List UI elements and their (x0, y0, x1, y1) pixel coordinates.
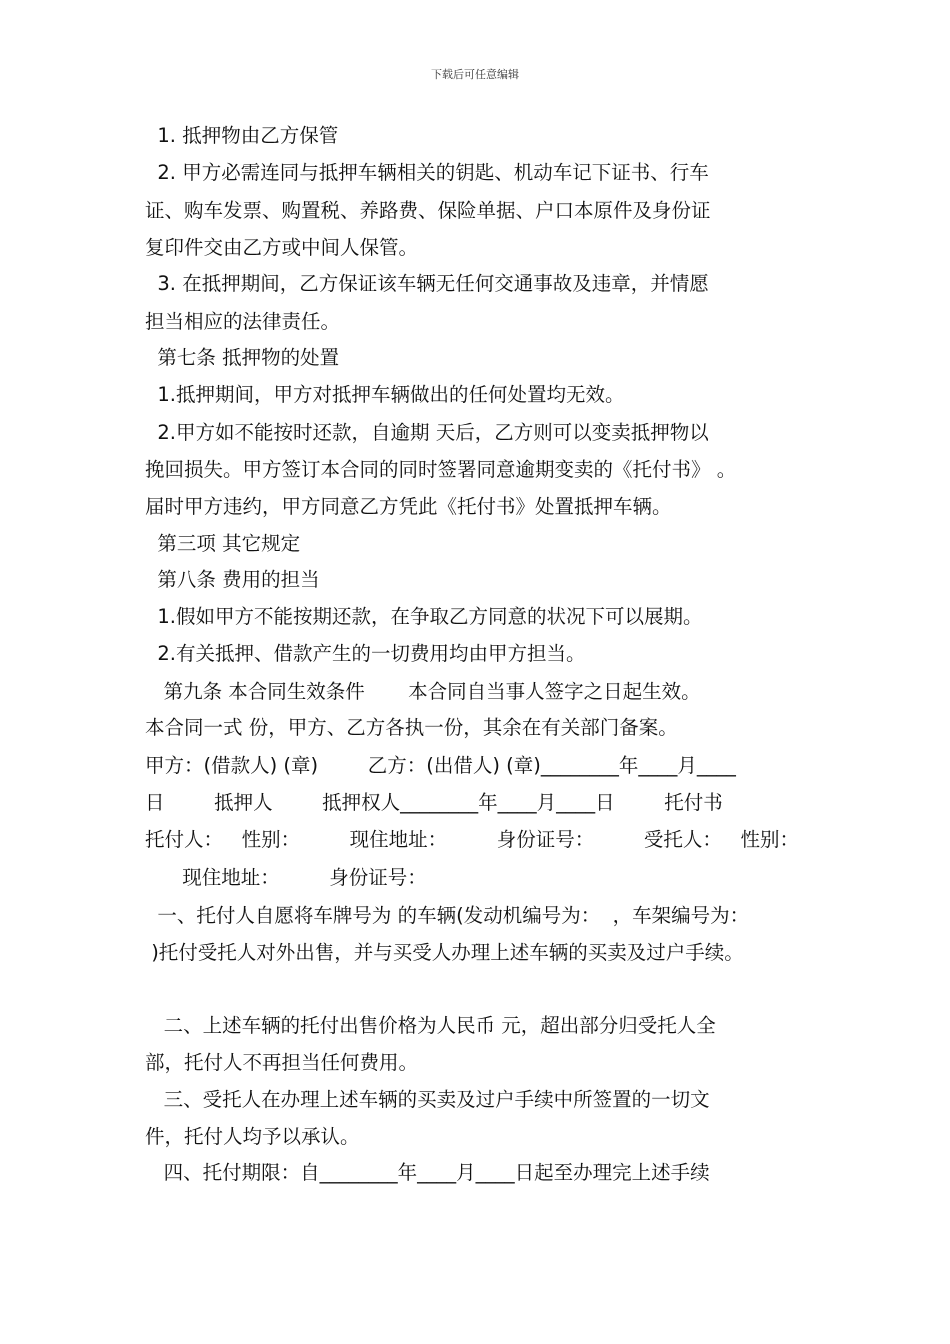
section-heading: 第八条 费用的担当 (145, 568, 320, 591)
paragraph-line: 1.假如甲方不能按期还款，在争取乙方同意的状况下可以展期。 (145, 605, 703, 628)
form-fields-line: 托付人： 性别： 现住地址： 身份证号： 受托人： 性别： (145, 828, 799, 851)
paragraph-line: 第九条 本合同生效条件 本合同自当事人签字之日起生效。 (145, 680, 701, 703)
paragraph-line: )托付受托人对外出售，并与买受人办理上述车辆的买卖及过户手续。 (145, 941, 744, 964)
signature-line: 日 抵押人 抵押权人________年____月____日 托付书 (145, 791, 723, 814)
paragraph-line: 复印件交由乙方或中间人保管。 (145, 236, 419, 259)
paragraph-line: 本合同一式 份，甲方、乙方各执一份，其余在有关部门备案。 (145, 716, 678, 739)
section-heading: 第三项 其它规定 (145, 532, 301, 555)
paragraph-line: 2.有关抵押、借款产生的一切费用均由甲方担当。 (145, 642, 586, 665)
paragraph-line: 证、购车发票、购置税、养路费、保险单据、户口本原件及身份证 (145, 199, 711, 222)
paragraph-line: 届时甲方违约，甲方同意乙方凭此《托付书》处置抵押车辆。 (145, 495, 672, 518)
paragraph-line: 3. 在抵押期间，乙方保证该车辆无任何交通事故及违章，并情愿 (145, 272, 709, 295)
paragraph-line: 2. 甲方必需连同与抵押车辆相关的钥匙、机动车记下证书、行车 (145, 161, 709, 184)
paragraph-line: 三、受托人在办理上述车辆的买卖及过户手续中所签置的一切文 (145, 1088, 710, 1111)
form-fields-line: 现住地址： 身份证号： (145, 866, 427, 889)
paragraph-line: 2.甲方如不能按时还款，自逾期 天后，乙方则可以变卖抵押物以 (145, 421, 709, 444)
paragraph-line: 二、上述车辆的托付出售价格为人民币 元，超出部分归受托人全 (145, 1014, 716, 1037)
paragraph-line: 件，托付人均予以承认。 (145, 1125, 360, 1148)
page-header: 下载后可任意编辑 (431, 68, 519, 81)
paragraph-line: 四、托付期限：自________年____月____日起至办理完上述手续 (145, 1161, 710, 1184)
paragraph-line: 担当相应的法律责任。 (145, 310, 341, 333)
section-heading: 第七条 抵押物的处置 (145, 346, 340, 369)
paragraph-line: 挽回损失。甲方签订本合同的同时签署同意逾期变卖的《托付书》 。 (145, 458, 737, 481)
paragraph-line: 部，托付人不再担当任何费用。 (145, 1051, 419, 1074)
paragraph-line: 1. 抵押物由乙方保管 (145, 124, 339, 147)
paragraph-line: 1.抵押期间，甲方对抵押车辆做出的任何处置均无效。 (145, 383, 625, 406)
paragraph-line: 一、托付人自愿将车牌号为 的车辆(发动机编号为： ，车架编号为： (145, 904, 750, 927)
signature-line: 甲方：(借款人) (章) 乙方：(出借人) (章)________年____月____ (145, 754, 736, 777)
